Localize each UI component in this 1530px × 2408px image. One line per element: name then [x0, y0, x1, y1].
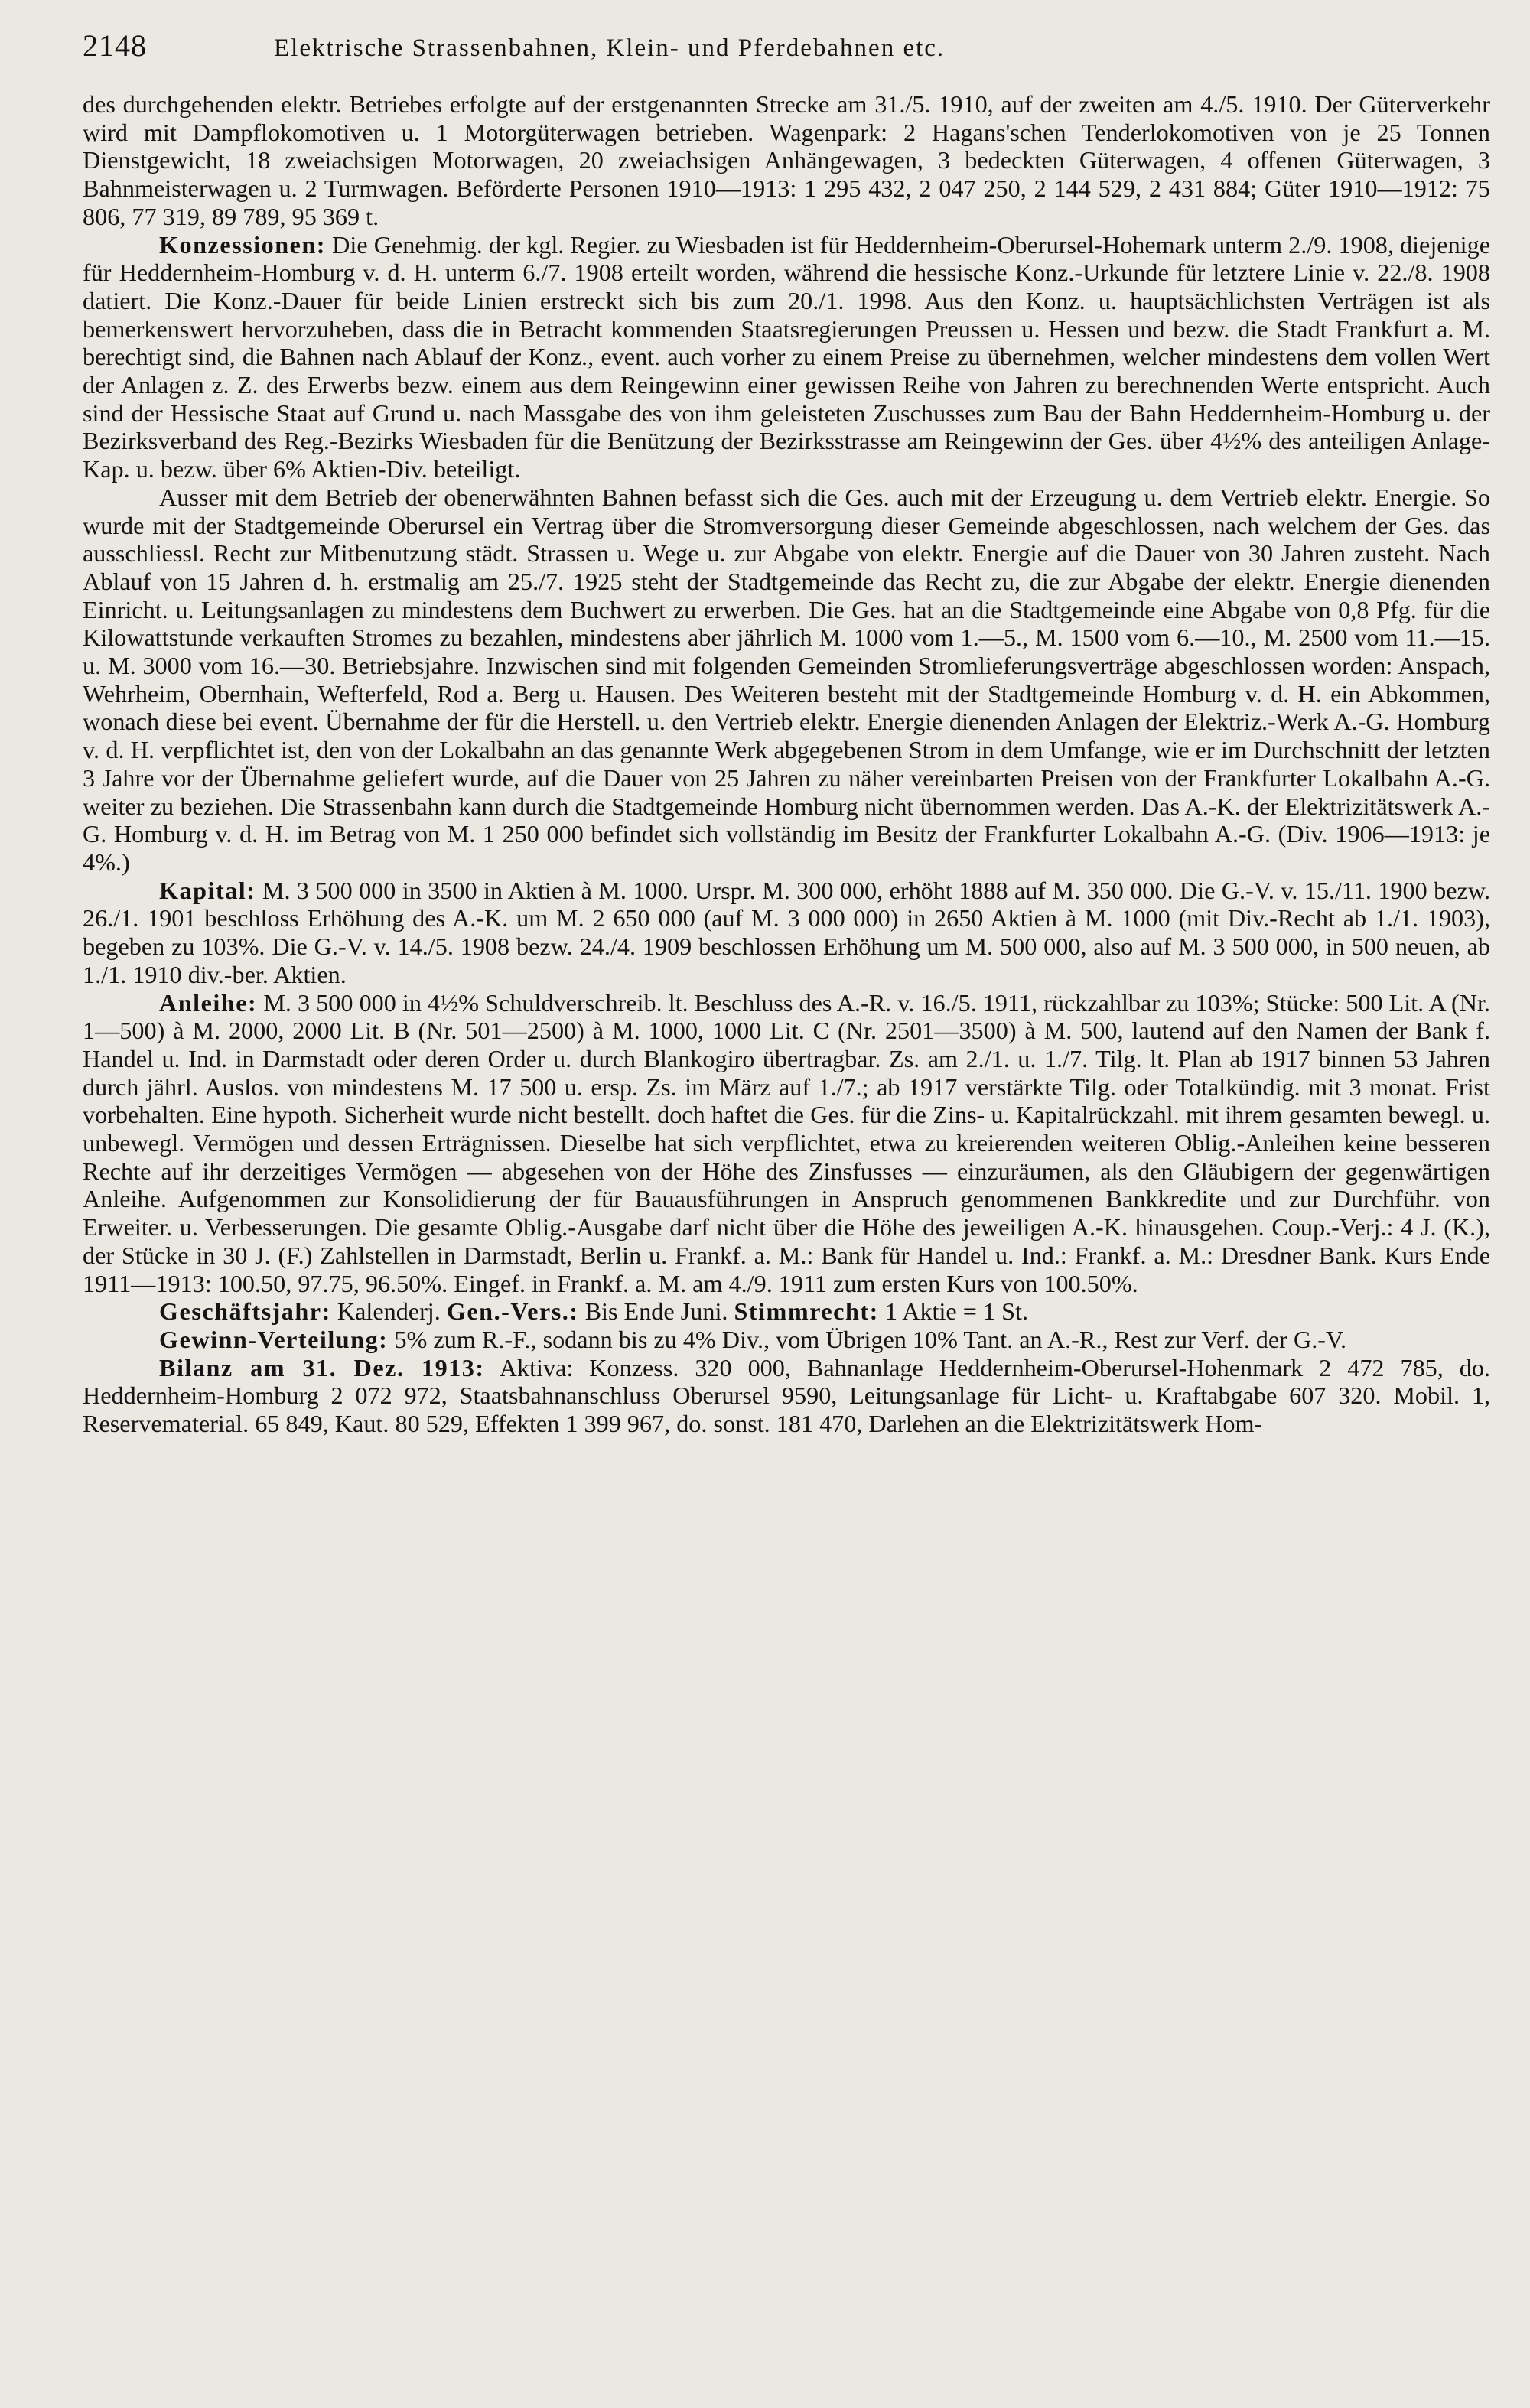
- section-label-voting-right: Stimmrecht:: [734, 1297, 879, 1326]
- paragraph-text: M. 3 500 000 in 3500 in Aktien à M. 1000. Urspr. M. 300 000, erhöht 1888 auf M. 350 000. Die G.-V. v. 15./11. 1900 bezw. 26./1. 1901 beschloss Erhöhung des A.-K. um M. 2 650 000 (auf M. 3 000 000) in 2650 Aktien à M. 1000 (mit Div.-Recht ab 1./1. 1903), begeben zu 103%. Die G.-V. v. 14./5. 1908 bezw. 24./4. 1909 beschlossen Erhöhung um M. 500 000, also auf M. 3 500 000, in 500 neuen, ab 1./1. 1910 div.-ber. Aktien.: [83, 876, 1491, 988]
- section-label-balance: Bilanz am 31. Dez. 1913:: [159, 1353, 485, 1381]
- general-meeting-value: Bis Ende Juni.: [584, 1297, 728, 1326]
- paragraph-text: des durchgehenden elektr. Betriebes erfolgte auf der erstgenannten Strecke am 31./5. 1910, auf der zweiten am 4./5. 1910. Der Güterverkehr wird mit Dampflokomotiven u. 1 Motorgüterwagen betrieben. Wagenpark: 2 Hagans'schen Tenderlokomotiven von je 25 Tonnen Dienstgewicht, 18 zweiachsigen Motorwagen, 20 zweiachsigen Anhängewagen, 3 bedeckten Güterwagen, 4 offenen Güterwagen, 3 Bahnmeisterwagen u. 2 Turmwagen. Beförderte Personen 1910—1913: 1 295 432, 2 047 250, 2 144 529, 2 431 884; Güter 1910—1912: 75 806, 77 319, 89 789, 95 369 t.: [83, 90, 1490, 230]
- section-label-general-meeting: Gen.-Vers.:: [446, 1297, 579, 1326]
- section-label-capital: Kapital:: [159, 876, 256, 904]
- paragraph-loan: [83, 989, 1490, 1298]
- paragraph-capital: [83, 877, 1490, 989]
- running-header: [83, 28, 1507, 64]
- section-label-loan: Anleihe:: [159, 988, 258, 1017]
- body-text: [83, 90, 1490, 1438]
- paragraph-balance: [83, 1354, 1490, 1438]
- paragraph-text: Die Genehmig. der kgl. Regier. zu Wiesbaden ist für Heddernheim-Oberursel-Hohemark unterm 2./9. 1908, diejenige für Heddernheim-Homburg v. d. H. unterm 6./7. 1908 erteilt worden, während die hessische Konz.-Urkunde für letztere Linie v. 22./8. 1908 datiert. Die Konz.-Dauer für beide Linien erstreckt sich bis zum 20./1. 1998. Aus den Konz. u. hauptsächlichsten Verträgen ist als bemerkenswert hervorzuheben, dass die in Betracht kommenden Staatsregierungen Preussen u. Hessen und bezw. die Stadt Frankfurt a. M. berechtigt sind, die Bahnen nach Ablauf der Konz., event. auch vorher zu einem Preise zu übernehmen, welcher mindestens dem vollen Wert der Anlagen z. Z. des Erwerbs bezw. einem aus dem Reingewinn einer gewissen Reihe von Jahren zu berechnenden Werte entspricht. Auch sind der Hessische Staat auf Grund u. nach Massgabe des von ihm geleisteten Zuschusses zum Bau der Bahn Heddernheim-Homburg u. der Bezirksverband des Reg.-Bezirks Wiesbaden für die Benützung der Bezirksstrasse am Reingewinn der Ges. über 4½% des anteiligen Anlage-Kap. u. bezw. über 6% Aktien-Div. beteiligt.: [83, 230, 1490, 483]
- section-label-profit-distribution: Gewinn-Verteilung:: [159, 1325, 389, 1353]
- paragraph-text: Aktiva: Konzess. 320 000, Bahnanlage Heddernheim-Oberursel-Hohenmark 2 472 785, do. Heddernheim-Homburg 2 072 972, Staatsbahnanschluss Oberursel 9590, Leitungsanlage für Licht- u. Kraftabgabe 607 320. Mobil. 1, Reservematerial. 65 849, Kaut. 80 529, Effekten 1 399 967, do. sonst. 181 470, Darlehen an die Elektrizitätswerk Hom-: [83, 1353, 1490, 1438]
- paragraph-text: 5% zum R.-F., sodann bis zu 4% Div., vom Übrigen 10% Tant. an A.-R., Rest zur Verf. der G.-V.: [394, 1325, 1347, 1353]
- paragraph-energy-supply: [83, 483, 1490, 877]
- paragraph-text: Ausser mit dem Betrieb der obenerwähnten Bahnen befasst sich die Ges. auch mit der Erzeugung u. dem Vertrieb elektr. Energie. So wurde mit der Stadtgemeinde Oberursel ein Vertrag über die Stromversorgung dieser Gemeinde abgeschlossen, nach welchem der Ges. das ausschliessl. Recht zur Mitbenutzung städt. Strassen u. Wege u. zur Abgabe von elektr. Energie auf die Dauer von 30 Jahren zusteht. Nach Ablauf von 15 Jahren d. h. erstmalig am 25./7. 1925 steht der Stadtgemeinde das Recht zu, die zur Abgabe der elektr. Energie dienenden Einricht. u. Leitungsanlagen zu mindestens dem Buchwert zu erwerben. Die Ges. hat an die Stadtgemeinde eine Abgabe von 0,8 Pfg. für die Kilowattstunde verkauften Stromes zu bezahlen, mindestens aber jährlich M. 1000 vom 1.—5., M. 1500 vom 6.—10., M. 2500 vom 11.—15. u. M. 3000 vom 16.—30. Betriebsjahre. Inzwischen sind mit folgenden Gemeinden Stromlieferungsverträge abgeschlossen worden: Anspach, Wehrheim, Obernhain, Wefterfeld, Rod a. Berg u. Hausen. Des Weiteren besteht mit der Stadtgemeinde Homburg v. d. H. ein Abkommen, wonach diese bei event. Übernahme der für die Herstell. u. den Vertrieb elektr. Energie dienenden Anlagen der Elektriz.-Werk A.-G. Homburg v. d. H. verpflichtet ist, den von der Lokalbahn an das genannte Werk abgegebenen Strom in dem Umfange, wie er im Durchschnitt der letzten 3 Jahre vor der Übernahme geliefert wurde, auf die Dauer von 25 Jahren zu näher vereinbarten Preisen von der Frankfurter Lokalbahn A.-G. weiter zu beziehen. Die Strassenbahn kann durch die Stadtgemeinde Homburg nicht übernommen werden. Das A.-K. der Elektrizitätswerk A.-G. Homburg v. d. H. im Betrag von M. 1 250 000 befindet sich vollständig im Besitz der Frankfurter Lokalbahn A.-G. (Div. 1906—1913: je 4%.): [83, 483, 1490, 876]
- section-label-concessions: Konzessionen:: [159, 230, 327, 259]
- paragraph-fiscal-year: [83, 1297, 1490, 1326]
- page-number: 2148: [83, 28, 147, 63]
- running-title: Elektrische Strassenbahnen, Klein- und Pferdebahnen etc.: [274, 34, 946, 62]
- fiscal-year-value: Kalenderj.: [337, 1297, 441, 1326]
- section-label-fiscal-year: Geschäftsjahr:: [159, 1297, 331, 1326]
- paragraph-operations: [83, 90, 1490, 231]
- voting-right-value: 1 Aktie = 1 St.: [884, 1297, 1028, 1326]
- paragraph-concessions: [83, 231, 1490, 483]
- paragraph-text: M. 3 500 000 in 4½% Schuldverschreib. lt. Beschluss des A.-R. v. 16./5. 1911, rückzahlbar zu 103%; Stücke: 500 Lit. A (Nr. 1—500) à M. 2000, 2000 Lit. B (Nr. 501—2500) à M. 1000, 1000 Lit. C (Nr. 2501—3500) à M. 500, lautend auf den Namen der Bank f. Handel u. Ind. in Darmstadt oder deren Order u. durch Blankogiro übertragbar. Zs. am 2./1. u. 1./7. Tilg. lt. Plan ab 1917 binnen 53 Jahren durch jährl. Auslos. von mindestens M. 17 500 u. ersp. Zs. im März auf 1./7.; ab 1917 verstärkte Tilg. oder Totalkündig. mit 3 monat. Frist vorbehalten. Eine hypoth. Sicherheit wurde nicht bestellt. doch haftet die Ges. für die Zins- u. Kapitalrückzahl. mit ihrem gesamten bewegl. u. unbewegl. Vermögen und dessen Erträgnissen. Dieselbe hat sich verpflichtet, etwa zu kreierenden weiteren Oblig.-Anleihen keine besseren Rechte auf ihr derzeitiges Vermögen — abgesehen von der Höhe des Zinsfusses — einzuräumen, als den Gläubigern der gegenwärtigen Anleihe. Aufgenommen zur Konsolidierung der für Bauausführungen in Anspruch genommenen Bankkredite und zur Durchführ. von Erweiter. u. Verbesserungen. Die gesamte Oblig.-Ausgabe darf nicht über die Höhe des jeweiligen A.-K. hinausgehen. Coup.-Verj.: 4 J. (K.), der Stücke in 30 J. (F.) Zahlstellen in Darmstadt, Berlin u. Frankf. a. M.: Bank für Handel u. Ind.: Frankf. a. M.: Dresdner Bank. Kurs Ende 1911—1913: 100.50, 97.75, 96.50%. Eingef. in Frankf. a. M. am 4./9. 1911 zum ersten Kurs von 100.50%.: [83, 988, 1490, 1297]
- paragraph-profit-distribution: [83, 1326, 1490, 1354]
